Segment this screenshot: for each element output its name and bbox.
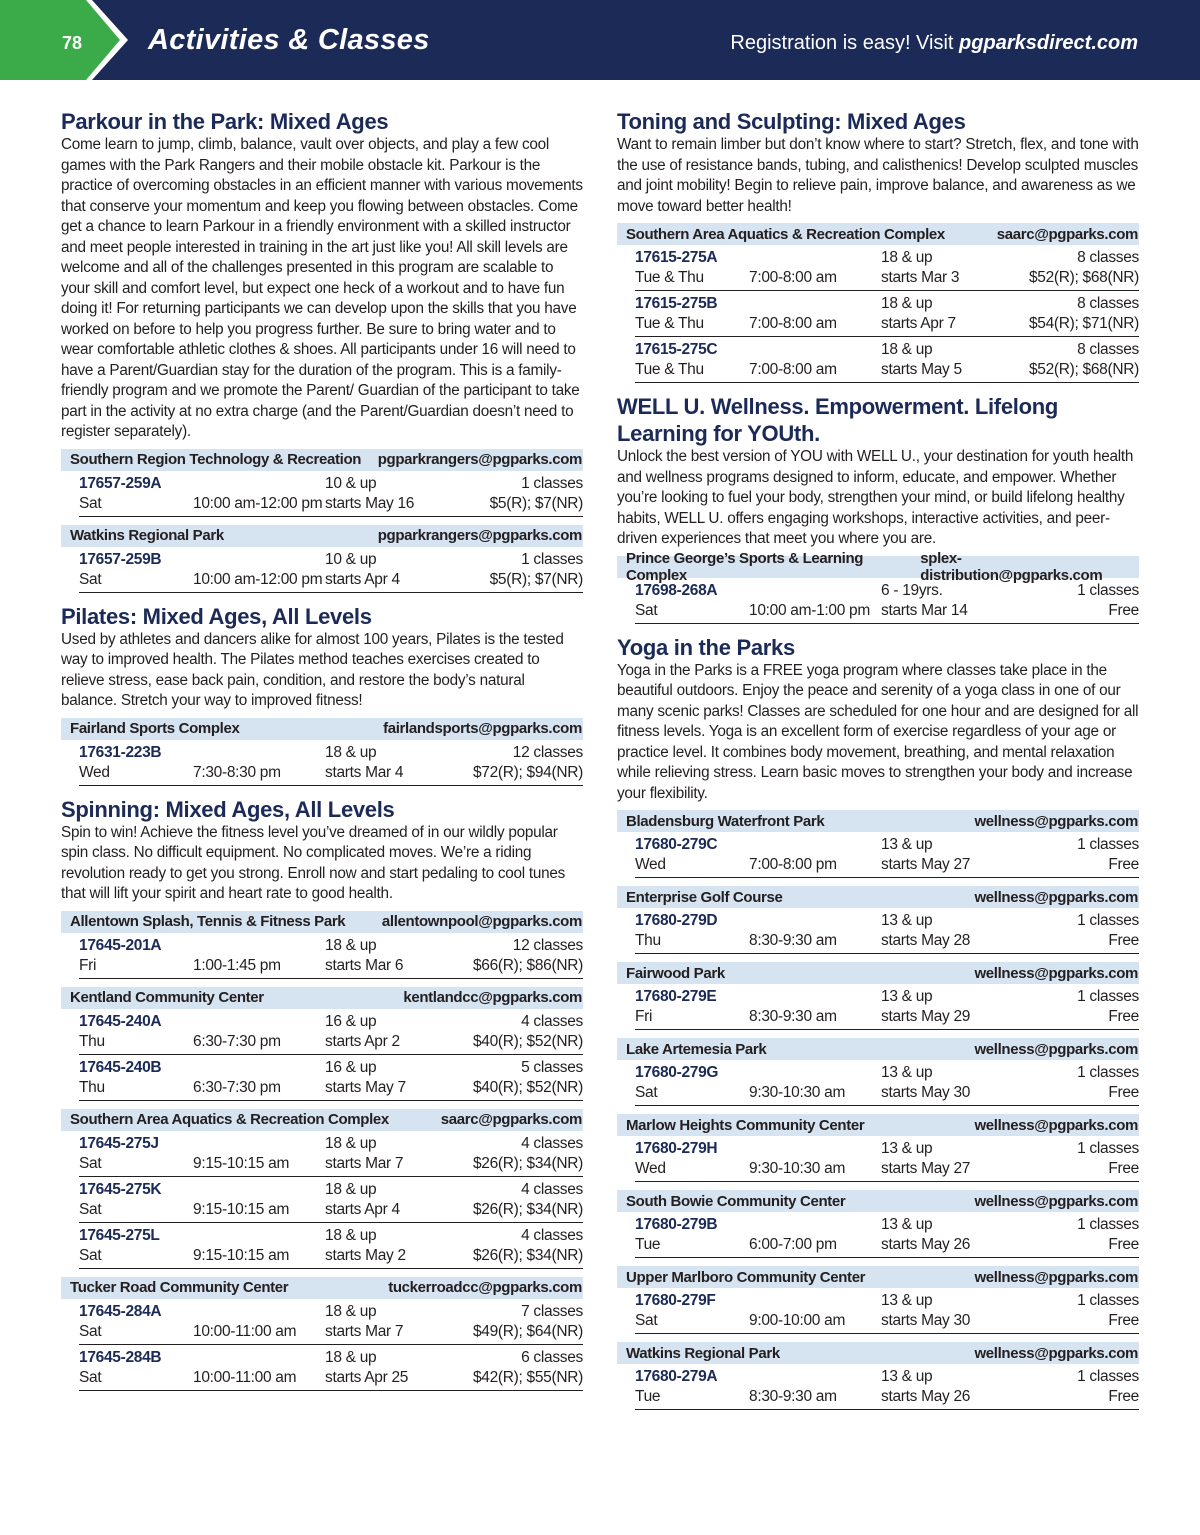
course-code[interactable]: 17680-279C xyxy=(635,836,718,853)
location-email[interactable]: wellness@pgparks.com xyxy=(974,888,1138,906)
location-block xyxy=(617,810,1139,878)
class-count: 1 classes xyxy=(1077,836,1139,853)
location-header xyxy=(617,810,1139,832)
session-day: Sat xyxy=(79,1322,102,1340)
location-header xyxy=(617,1190,1139,1212)
page-header xyxy=(0,0,1200,80)
session-day: Thu xyxy=(79,1032,105,1050)
age-range: 13 & up xyxy=(881,1140,933,1157)
age-range: 13 & up xyxy=(881,1064,933,1081)
session-row xyxy=(79,1345,583,1391)
location-email[interactable]: saarc@pgparks.com xyxy=(996,225,1138,243)
location-block xyxy=(61,718,583,786)
fee: $5(R); $7(NR) xyxy=(489,494,583,512)
course-code[interactable]: 17615-275B xyxy=(635,295,718,312)
program-title: Spinning: Mixed Ages, All Levels xyxy=(61,796,395,822)
program-section xyxy=(617,393,1139,624)
session-day: Thu xyxy=(79,1078,105,1096)
location-email[interactable]: fairlandsports@pgparks.com xyxy=(383,720,582,737)
fee: $52(R); $68(NR) xyxy=(1028,269,1139,286)
class-count: 12 classes xyxy=(512,743,583,761)
start-date: starts Apr 7 xyxy=(881,315,956,332)
start-date: starts May 7 xyxy=(325,1078,406,1096)
session-row xyxy=(79,1299,583,1345)
location-email[interactable]: wellness@pgparks.com xyxy=(974,1192,1138,1210)
course-code[interactable]: 17680-279B xyxy=(635,1216,718,1233)
location-block xyxy=(61,1109,583,1269)
session-time: 10:00 am-1:00 pm xyxy=(749,601,870,619)
age-range: 13 & up xyxy=(881,988,933,1005)
age-range: 18 & up xyxy=(325,1348,377,1366)
class-count: 4 classes xyxy=(521,1180,583,1198)
fee: Free xyxy=(1108,1236,1139,1253)
location-email[interactable]: kentlandcc@pgparks.com xyxy=(403,989,582,1006)
program-description: Come learn to jump, climb, balance, vault over objects, and play a few cool games with the Park Rangers and their mobile obstacle kit. Parkour is the practice of overcoming obstacles in an efficient manner with various movements that conserve your momentum and keep you flowing between obstacles. Come get a chance to learn Parkour in a friendly environment with a skilled instructor and meet people interested in training in the art just like you! All skill levels are welcome and all of the challenges presented in this program are scalable to your skill and comfort level, but expect one heck of a workout and to have fun doing it! For returning participants we can develop upon the skills that you have worked on before to help you progress further. Be sure to bring water and to wear comfortable athletic clothes & shoes. All participants under 16 will need to have a Parent/Guardian stay for the duration of the program. This is a family-friendly program and we promote the Parent/ Guardian of the participant to take part in the activity at no extra charge (and the Parent/Guardian doesn’t need to register separately). xyxy=(61,136,583,440)
class-count: 1 classes xyxy=(1077,1292,1139,1309)
program-section xyxy=(61,108,583,593)
session-row xyxy=(635,1288,1139,1334)
fee: $42(R); $55(NR) xyxy=(472,1368,583,1386)
location-email[interactable]: wellness@pgparks.com xyxy=(974,1344,1138,1362)
session-time: 7:00-8:00 am xyxy=(749,269,837,286)
location-header xyxy=(61,1109,583,1131)
session-row xyxy=(79,1055,583,1101)
session-row xyxy=(635,1136,1139,1182)
session-day: Sat xyxy=(635,1084,658,1101)
session-time: 6:30-7:30 pm xyxy=(193,1032,281,1050)
fee: $66(R); $86(NR) xyxy=(472,956,583,974)
age-range: 10 & up xyxy=(325,474,377,492)
section-title: Activities & Classes xyxy=(148,24,430,56)
age-range: 16 & up xyxy=(325,1058,377,1076)
session-row xyxy=(635,337,1139,383)
location-header xyxy=(617,223,1139,245)
start-date: starts Mar 7 xyxy=(325,1322,404,1340)
location-block xyxy=(617,1266,1139,1334)
location-email[interactable]: allentownpool@pgparks.com xyxy=(381,913,582,930)
fee: $5(R); $7(NR) xyxy=(489,570,583,588)
location-name: South Bowie Community Center xyxy=(626,1192,846,1210)
location-block xyxy=(61,525,583,593)
start-date: starts Apr 4 xyxy=(325,1200,400,1218)
location-header xyxy=(617,1038,1139,1060)
session-row xyxy=(635,1060,1139,1106)
session-row xyxy=(635,984,1139,1030)
location-name: Bladensburg Waterfront Park xyxy=(626,812,825,830)
class-count: 6 classes xyxy=(521,1348,583,1366)
location-header xyxy=(61,525,583,547)
location-block xyxy=(617,1114,1139,1182)
course-code[interactable]: 17698-268A xyxy=(635,581,718,599)
course-code[interactable]: 17645-201A xyxy=(79,936,162,954)
session-day: Fri xyxy=(635,1008,653,1025)
location-email[interactable]: tuckerroadcc@pgparks.com xyxy=(388,1279,582,1296)
session-row xyxy=(635,1364,1139,1410)
location-name: Lake Artemesia Park xyxy=(626,1040,767,1058)
start-date: starts May 27 xyxy=(881,856,971,873)
program-description: Unlock the best version of YOU with WELL U., your destination for youth health and wellness programs designed to inform, educate, and empower. Whether you’re looking to fuel your body, strengthen your mind, or build lifelong healthy habits, WELL U. offers engaging workshops, interactive activities, and peer-driven experiences that meet you where you are. xyxy=(617,448,1134,547)
start-date: starts Mar 4 xyxy=(325,763,404,781)
fee: $54(R); $71(NR) xyxy=(1028,315,1139,332)
location-block xyxy=(61,449,583,517)
session-row xyxy=(635,908,1139,954)
course-code[interactable]: 17645-275J xyxy=(79,1134,159,1152)
course-code[interactable]: 17657-259B xyxy=(79,550,162,568)
location-name: Watkins Regional Park xyxy=(70,527,224,544)
course-code[interactable]: 17680-279E xyxy=(635,988,717,1005)
course-code[interactable]: 17680-279D xyxy=(635,912,718,929)
age-range: 18 & up xyxy=(881,249,933,266)
class-count: 1 classes xyxy=(1077,1368,1139,1385)
location-email[interactable]: wellness@pgparks.com xyxy=(974,1268,1138,1286)
location-header xyxy=(617,1266,1139,1288)
session-day: Tue & Thu xyxy=(635,269,704,286)
session-day: Thu xyxy=(635,932,661,949)
location-name: Fairwood Park xyxy=(626,964,725,982)
class-count: 8 classes xyxy=(1077,295,1139,312)
location-email[interactable]: pgparkrangers@pgparks.com xyxy=(377,451,582,468)
start-date: starts May 26 xyxy=(881,1388,971,1405)
session-time: 7:00-8:00 pm xyxy=(749,856,837,873)
right-column xyxy=(617,108,1139,1420)
registration-prefix: Registration is easy! Visit xyxy=(730,32,960,54)
course-code[interactable]: 17680-279F xyxy=(635,1292,716,1309)
start-date: starts May 27 xyxy=(881,1160,971,1177)
session-row xyxy=(79,933,583,979)
registration-link[interactable]: pgparksdirect.com xyxy=(959,32,1138,54)
location-email[interactable]: saarc@pgparks.com xyxy=(440,1111,582,1128)
class-count: 5 classes xyxy=(521,1058,583,1076)
location-block xyxy=(617,962,1139,1030)
location-name: Upper Marlboro Community Center xyxy=(626,1268,866,1286)
session-time: 9:30-10:30 am xyxy=(749,1084,846,1101)
location-name: Kentland Community Center xyxy=(70,989,264,1006)
start-date: starts May 29 xyxy=(881,1008,971,1025)
fee: Free xyxy=(1108,1312,1139,1329)
start-date: starts May 28 xyxy=(881,932,971,949)
location-email[interactable]: splex-distribution@pgparks.com xyxy=(920,549,1103,584)
session-time: 10:00-11:00 am xyxy=(193,1322,297,1340)
course-code[interactable]: 17645-284B xyxy=(79,1348,162,1366)
session-day: Sat xyxy=(635,601,658,619)
session-day: Wed xyxy=(79,763,110,781)
location-email[interactable]: wellness@pgparks.com xyxy=(974,1116,1138,1134)
start-date: starts Mar 6 xyxy=(325,956,404,974)
program-section xyxy=(617,634,1139,1411)
session-day: Tue & Thu xyxy=(635,361,704,378)
fee: $72(R); $94(NR) xyxy=(472,763,583,781)
class-count: 12 classes xyxy=(512,936,583,954)
class-count: 7 classes xyxy=(521,1302,583,1320)
location-header xyxy=(61,911,583,933)
age-range: 18 & up xyxy=(325,1134,377,1152)
session-row xyxy=(635,832,1139,878)
program-section xyxy=(617,108,1139,383)
location-header xyxy=(617,962,1139,984)
session-time: 10:00 am-12:00 pm xyxy=(193,570,323,588)
fee: Free xyxy=(1108,856,1139,873)
page-number: 78 xyxy=(62,33,83,53)
class-count: 1 classes xyxy=(521,474,583,492)
session-time: 8:30-9:30 am xyxy=(749,1008,837,1025)
course-code[interactable]: 17657-259A xyxy=(79,474,162,492)
fee: $26(R); $34(NR) xyxy=(472,1154,583,1172)
class-count: 1 classes xyxy=(1077,1140,1139,1157)
course-code[interactable]: 17645-240A xyxy=(79,1012,162,1030)
age-range: 13 & up xyxy=(881,1368,933,1385)
location-name: Marlow Heights Community Center xyxy=(626,1116,865,1134)
session-time: 6:30-7:30 pm xyxy=(193,1078,281,1096)
program-description: Spin to win! Achieve the fitness level you’ve dreamed of in our wildly popular spin class. No difficult equipment. No complicated moves. We’re a riding revolution ready to get you strong. Enroll now and start pedaling to cool tunes that will lift your spirit and heart rate to good health. xyxy=(61,823,566,902)
age-range: 18 & up xyxy=(325,1226,377,1244)
age-range: 18 & up xyxy=(325,743,377,761)
location-name: Allentown Splash, Tennis & Fitness Park xyxy=(70,913,346,930)
location-block xyxy=(617,1342,1139,1410)
fee: $40(R); $52(NR) xyxy=(472,1078,583,1096)
age-range: 10 & up xyxy=(325,550,377,568)
fee: $49(R); $64(NR) xyxy=(472,1322,583,1340)
fee: Free xyxy=(1108,1388,1139,1405)
session-time: 9:00-10:00 am xyxy=(749,1312,846,1329)
course-code[interactable]: 17615-275A xyxy=(635,249,718,266)
location-name: Southern Area Aquatics & Recreation Complex xyxy=(626,225,945,243)
course-code[interactable]: 17680-279G xyxy=(635,1064,719,1081)
start-date: starts Apr 4 xyxy=(325,570,400,588)
class-count: 1 classes xyxy=(521,550,583,568)
session-time: 6:00-7:00 pm xyxy=(749,1236,837,1253)
class-count: 8 classes xyxy=(1077,249,1139,266)
location-name: Enterprise Golf Course xyxy=(626,888,783,906)
start-date: starts May 30 xyxy=(881,1084,971,1101)
session-day: Tue xyxy=(635,1236,661,1253)
program-title: Yoga in the Parks xyxy=(617,634,795,660)
session-time: 10:00 am-12:00 pm xyxy=(193,494,323,512)
location-name: Southern Area Aquatics & Recreation Complex xyxy=(70,1111,389,1128)
program-title: WELL U. Wellness. Empowerment. Lifelong Learning for YOUth. xyxy=(617,394,1058,446)
class-count: 4 classes xyxy=(521,1012,583,1030)
session-day: Wed xyxy=(635,1160,666,1177)
course-code[interactable]: 17680-279A xyxy=(635,1368,718,1385)
session-time: 9:15-10:15 am xyxy=(193,1154,290,1172)
session-time: 9:15-10:15 am xyxy=(193,1246,290,1264)
start-date: starts Mar 14 xyxy=(881,601,968,619)
program-section xyxy=(61,603,583,786)
location-name: Prince George’s Sports & Learning Complex xyxy=(626,549,864,584)
fee: Free xyxy=(1108,1084,1139,1101)
session-day: Sat xyxy=(79,1200,102,1218)
location-header xyxy=(617,549,1139,584)
location-block xyxy=(617,549,1139,624)
start-date: starts May 30 xyxy=(881,1312,971,1329)
course-code[interactable]: 17645-284A xyxy=(79,1302,162,1320)
start-date: starts May 26 xyxy=(881,1236,971,1253)
location-header xyxy=(617,1114,1139,1136)
session-row xyxy=(79,471,583,517)
left-column xyxy=(61,108,583,1401)
start-date: starts Apr 25 xyxy=(325,1368,409,1386)
session-time: 7:00-8:00 am xyxy=(749,361,837,378)
location-header xyxy=(61,1277,583,1299)
session-day: Sat xyxy=(79,1368,102,1386)
session-time: 9:15-10:15 am xyxy=(193,1200,290,1218)
course-code[interactable]: 17645-275K xyxy=(79,1180,162,1198)
session-time: 8:30-9:30 am xyxy=(749,932,837,949)
program-title: Toning and Sculpting: Mixed Ages xyxy=(617,109,966,134)
class-count: 1 classes xyxy=(1077,1064,1139,1081)
session-row xyxy=(79,1177,583,1223)
age-range: 18 & up xyxy=(881,341,933,358)
fee: $26(R); $34(NR) xyxy=(472,1200,583,1218)
session-day: Sat xyxy=(79,494,102,512)
fee: Free xyxy=(1108,932,1139,949)
session-row xyxy=(79,740,583,786)
course-code[interactable]: 17645-240B xyxy=(79,1058,162,1076)
session-time: 10:00-11:00 am xyxy=(193,1368,297,1386)
location-name: Tucker Road Community Center xyxy=(70,1279,289,1296)
session-time: 9:30-10:30 am xyxy=(749,1160,846,1177)
location-name: Fairland Sports Complex xyxy=(70,720,240,737)
session-row xyxy=(635,291,1139,337)
location-block xyxy=(617,1038,1139,1106)
fee: Free xyxy=(1108,1008,1139,1025)
program-title: Parkour in the Park: Mixed Ages xyxy=(61,109,389,134)
class-count: 4 classes xyxy=(521,1226,583,1244)
session-time: 7:00-8:00 am xyxy=(749,315,837,332)
session-time: 7:30-8:30 pm xyxy=(193,763,281,781)
location-header xyxy=(61,449,583,471)
session-row xyxy=(79,547,583,593)
location-header xyxy=(617,1342,1139,1364)
location-email[interactable]: wellness@pgparks.com xyxy=(974,1040,1138,1058)
location-block xyxy=(617,1190,1139,1258)
class-count: 8 classes xyxy=(1077,341,1139,358)
program-section xyxy=(61,796,583,1391)
start-date: starts Mar 7 xyxy=(325,1154,404,1172)
session-day: Wed xyxy=(635,856,666,873)
program-description: Want to remain limber but don’t know where to start? Stretch, flex, and tone with the use of resistance bands, tubing, and calisthenics! Develop sculpted muscles and joint mobility! Begin to relieve pain, improve balance, and awareness as we move toward better health! xyxy=(617,136,1139,215)
age-range: 18 & up xyxy=(325,1180,377,1198)
session-row xyxy=(635,1212,1139,1258)
course-code[interactable]: 17645-275L xyxy=(79,1226,160,1244)
session-row xyxy=(635,245,1139,291)
location-header xyxy=(61,987,583,1009)
class-count: 4 classes xyxy=(521,1134,583,1152)
start-date: starts May 16 xyxy=(325,494,415,512)
session-day: Tue xyxy=(635,1388,661,1405)
location-block xyxy=(617,886,1139,954)
age-range: 13 & up xyxy=(881,1216,933,1233)
course-code[interactable]: 17615-275C xyxy=(635,341,718,358)
fee: Free xyxy=(1108,601,1139,619)
session-day: Tue & Thu xyxy=(635,315,704,332)
age-range: 18 & up xyxy=(881,295,933,312)
course-code[interactable]: 17631-223B xyxy=(79,743,162,761)
page-number-tab xyxy=(0,0,128,80)
location-name: Southern Region Technology & Recreation xyxy=(70,451,362,468)
age-range: 13 & up xyxy=(881,912,933,929)
age-range: 18 & up xyxy=(325,936,377,954)
start-date: starts May 5 xyxy=(881,361,962,378)
start-date: starts May 2 xyxy=(325,1246,406,1264)
session-day: Sat xyxy=(635,1312,658,1329)
location-email[interactable]: wellness@pgparks.com xyxy=(974,964,1138,982)
session-row xyxy=(79,1009,583,1055)
fee: Free xyxy=(1108,1160,1139,1177)
class-count: 1 classes xyxy=(1077,988,1139,1005)
start-date: starts Apr 2 xyxy=(325,1032,400,1050)
location-email[interactable]: wellness@pgparks.com xyxy=(974,812,1138,830)
location-name: Watkins Regional Park xyxy=(626,1344,780,1362)
class-count: 1 classes xyxy=(1077,912,1139,929)
age-range: 13 & up xyxy=(881,836,933,853)
age-range: 13 & up xyxy=(881,1292,933,1309)
location-block xyxy=(61,1277,583,1391)
session-row xyxy=(79,1223,583,1269)
location-block xyxy=(61,987,583,1101)
class-count: 1 classes xyxy=(1077,1216,1139,1233)
session-time: 8:30-9:30 am xyxy=(749,1388,837,1405)
location-block xyxy=(61,911,583,979)
location-block xyxy=(617,223,1139,383)
session-day: Fri xyxy=(79,956,97,974)
location-header xyxy=(617,886,1139,908)
session-time: 1:00-1:45 pm xyxy=(193,956,281,974)
class-count: 1 classes xyxy=(1077,581,1139,599)
age-range: 16 & up xyxy=(325,1012,377,1030)
session-day: Sat xyxy=(79,1246,102,1264)
course-code[interactable]: 17680-279H xyxy=(635,1140,718,1157)
session-row xyxy=(79,1131,583,1177)
location-email[interactable]: pgparkrangers@pgparks.com xyxy=(377,527,582,544)
age-range: 6 - 19yrs. xyxy=(881,581,943,599)
program-description: Yoga in the Parks is a FREE yoga program where classes take place in the beautiful outdoors. Enjoy the peace and serenity of a yoga class in one of our many scenic parks! Classes are scheduled for one hour and are designed for all fitness levels. Yoga is an excellent form of exercise regardless of your age or practice level. It combines body movement, breathing, and mental relaxation while relieving stress. Learn basic moves to strengthen your body and increase your flexibility. xyxy=(617,661,1139,802)
session-row xyxy=(635,578,1139,624)
registration-note xyxy=(730,32,1138,55)
start-date: starts Mar 3 xyxy=(881,269,960,286)
fee: $52(R); $68(NR) xyxy=(1028,361,1139,378)
session-day: Sat xyxy=(79,1154,102,1172)
age-range: 18 & up xyxy=(325,1302,377,1320)
fee: $40(R); $52(NR) xyxy=(472,1032,583,1050)
program-title: Pilates: Mixed Ages, All Levels xyxy=(61,603,372,629)
session-day: Sat xyxy=(79,570,102,588)
program-description: Used by athletes and dancers alike for almost 100 years, Pilates is the tested way to improved health. The Pilates method teaches exercises created to relieve stress, ease back pain, condition, and restore the body’s natural balance. Stretch your way to improved fitness! xyxy=(61,630,564,709)
location-header xyxy=(61,718,583,740)
fee: $26(R); $34(NR) xyxy=(472,1246,583,1264)
